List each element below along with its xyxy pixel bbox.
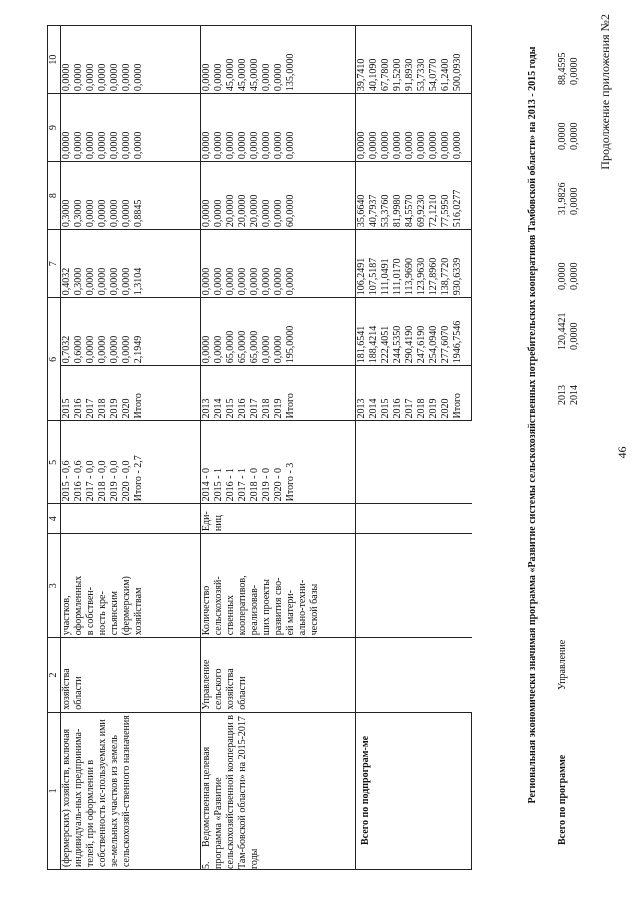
row-other: 0,0000 0,0000 0,0000 0,0000 0,0000 0,0000 0,0000 (61, 26, 201, 94)
row-total: 181,6541 188,4214 222,4051 244,5350 290,4190 247,6190 254,0940 277,6070 1946,7546 (356, 298, 472, 366)
header-col-1: 1 (48, 712, 61, 869)
header-row (48, 26, 61, 870)
row-other: 39,7410 40,1090 67,7800 91,5200 91,8930 53,7330 54,0770 61,2400 500,0930 (356, 26, 472, 94)
row-regional: 0,3000 0,3000 0,0000 0,0000 0,0000 0,0000 0,8845 (61, 162, 201, 230)
program-total-sum: 120,4421 0,0000 (557, 312, 580, 350)
program-table (47, 25, 472, 870)
row-total: 0,7032 0,6000 0,0000 0,0000 0,0000 0,0000 2,1949 (61, 298, 201, 366)
row-local: 0,0000 0,0000 0,0000 0,0000 0,0000 0,0000 0,0000 (61, 94, 201, 162)
row-years: 2013 2014 2015 2016 2017 2018 2019 Итого (201, 366, 356, 421)
row-indicator: Количество сельскохозяй- ственных кооперативов, реализовав- ших проекты развития сво- ей матери- ально-техни- ческой базы (201, 534, 356, 638)
row-local: 0,0000 0,0000 0,0000 0,0000 0,0000 0,0000 0,0000 0,0000 0,0000 (356, 94, 472, 162)
row-regional: 35,6640 40,7937 53,3760 81,9980 84,5570 69,9230 72,1210 77,5950 516,0277 (356, 162, 472, 230)
row-executor: Управление сельского хозяйства области (201, 638, 356, 712)
row-federal: 0,4032 0,3000 0,0000 0,0000 0,0000 0,0000 1,3104 (61, 230, 201, 298)
regional-program-title: Региональная экономически значимая программа «Развитие системы сельскохозяйственных потребительских кооперативов Тамбовской области» на 2013 - 2015 годы (527, 46, 538, 804)
row-executor: хозяйства области (61, 638, 201, 712)
header-col-6: 6 (48, 298, 61, 421)
row-description: (фермерских) хозяйств, включая индивидуаль-ных предпринима-телей, при оформлении в собственность ис-пользуемых ими зе-мельных участков из земель сельскохозяй-ственного назначения (61, 712, 201, 869)
row-years: 2015 2016 2017 2018 2019 2020 Итого (61, 366, 201, 421)
row-description: 5.Ведомственная целевая программа «Развитие сельскохозяйственной кооперации в Там-бовской области» на 2015-2017 годы (201, 712, 356, 869)
row-regional: 0,0000 0,0000 20,0000 20,0000 20,0000 0,0000 0,0000 60,0000 (201, 162, 356, 230)
subprogram-total-label: Всего по подпрограм-ме (356, 712, 472, 869)
row-indicator-values: 2015 - 0,6 2016 - 0,6 2017 - 0,0 2018 - 0,0 2019 - 0,0 2020 - 0,0 Итого - 2,7 (61, 421, 201, 504)
row-total: 0,0000 0,0000 65,0000 65,0000 65,0000 0,0000 0,0000 195,0000 (201, 298, 356, 366)
header-col-4: 4 (48, 504, 61, 534)
header-col-3: 3 (48, 534, 61, 638)
table-row (61, 26, 201, 870)
row-indicator-values: 2014 - 0 2015 - 1 2016 - 1 2017 - 1 2018 - 0 2019 - 0 2020 - 0 Итого - 3 (201, 421, 356, 504)
row-years: 2013 2014 2015 2016 2017 2018 2019 2020 Итого (356, 366, 472, 421)
program-total-local: 0,0000 0,0000 (557, 122, 580, 150)
row-indicator: участков, оформленных в собствен- ность кре- стьянским (фермерским) хозяйствам (61, 534, 201, 638)
row-number: 5. (201, 861, 212, 869)
program-total-years: 2013 2014 (557, 385, 580, 405)
row-unit: Еди- ниц (201, 504, 356, 534)
program-total-other: 88,4595 0,0000 (557, 52, 580, 85)
table-row (201, 26, 356, 870)
header-col-7: 7 (48, 230, 61, 298)
row-federal: 0,0000 0,0000 0,0000 0,0000 0,0000 0,0000 0,0000 0,0000 (201, 230, 356, 298)
header-col-10: 10 (48, 26, 61, 94)
header-col-2: 2 (48, 638, 61, 712)
program-total-executor: Управление (557, 639, 568, 690)
row-unit (61, 504, 201, 534)
row-local: 0,0000 0,0000 0,0000 0,0000 0,0000 0,0000 0,0000 0,0000 (201, 94, 356, 162)
row-federal: 106,2491 107,5187 111,0491 111,0170 113,9690 123,9630 127,8960 138,7720 930,6339 (356, 230, 472, 298)
header-col-5: 5 (48, 421, 61, 504)
program-total-federal: 0,0000 0,0000 (557, 262, 580, 290)
program-total-label: Всего по программе (557, 754, 568, 845)
page-number: 46 (615, 446, 629, 459)
header-col-9: 9 (48, 94, 61, 162)
row-other: 0,0000 0,0000 45,0000 45,0000 45,0000 0,0000 0,0000 135,0000 (201, 26, 356, 94)
subprogram-total-row (356, 26, 472, 870)
program-total-regional: 31,9826 0,0000 (557, 182, 580, 215)
continuation-title: Продолжение приложения №2 (598, 14, 612, 170)
header-col-8: 8 (48, 162, 61, 230)
